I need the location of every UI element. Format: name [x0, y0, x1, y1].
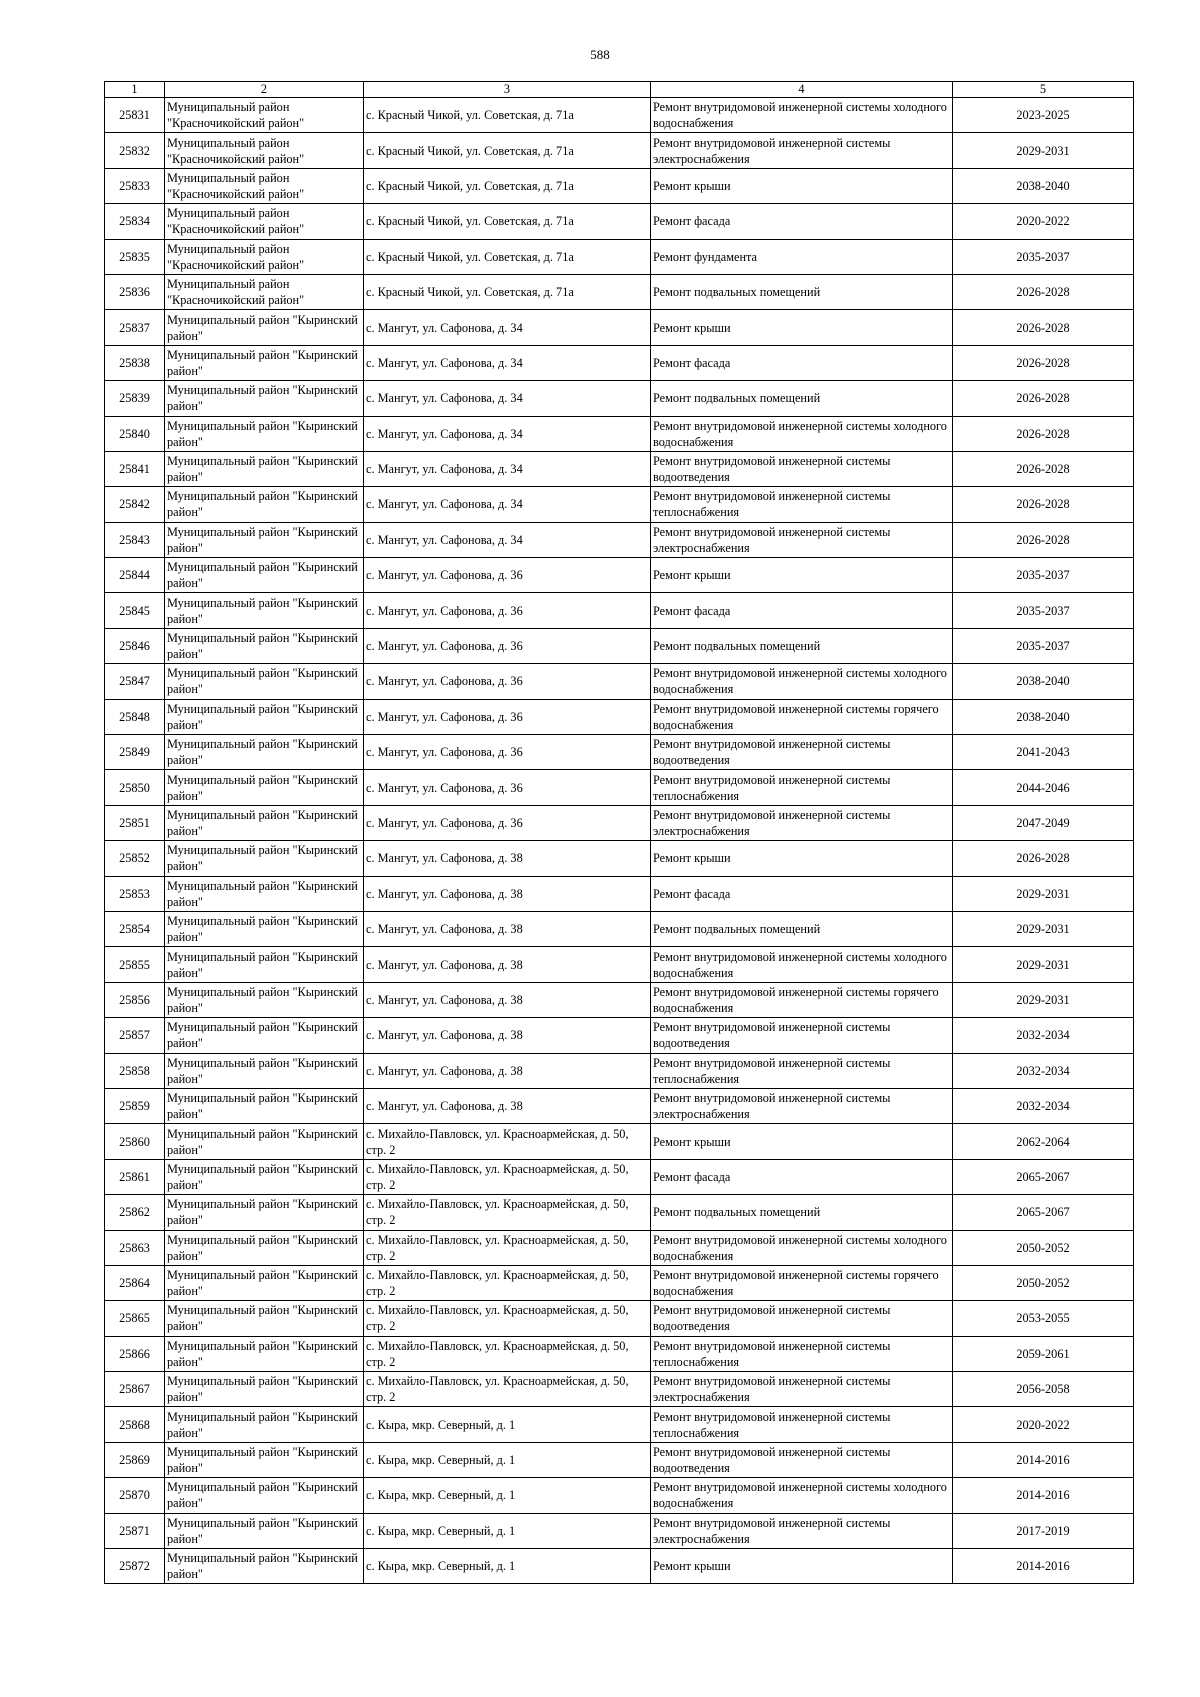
- district-cell: Муниципальный район "Кыринский район": [165, 310, 364, 345]
- period-cell: 2035-2037: [953, 593, 1134, 628]
- page-number: 588: [590, 47, 610, 62]
- table-row: [105, 1336, 1134, 1371]
- row-number-cell: 25864: [105, 1265, 165, 1300]
- work-type-cell: Ремонт внутридомовой инженерной системы горячего водоснабжения: [651, 699, 953, 734]
- table-row: [105, 1442, 1134, 1477]
- address-cell: с. Михайло-Павловск, ул. Красноармейская, д. 50, стр. 2: [364, 1230, 651, 1265]
- table-row: [105, 1513, 1134, 1548]
- row-number-cell: 25836: [105, 274, 165, 309]
- row-number-cell: 25848: [105, 699, 165, 734]
- district-cell: Муниципальный район "Кыринский район": [165, 628, 364, 663]
- district-cell: Муниципальный район "Кыринский район": [165, 558, 364, 593]
- address-cell: с. Мангут, ул. Сафонова, д. 36: [364, 593, 651, 628]
- period-cell: 2035-2037: [953, 558, 1134, 593]
- address-cell: с. Мангут, ул. Сафонова, д. 36: [364, 805, 651, 840]
- district-cell: Муниципальный район "Красночикойский район": [165, 133, 364, 168]
- work-type-cell: Ремонт внутридомовой инженерной системы электроснабжения: [651, 1372, 953, 1407]
- row-number-cell: 25869: [105, 1442, 165, 1477]
- district-cell: Муниципальный район "Кыринский район": [165, 487, 364, 522]
- work-type-cell: Ремонт внутридомовой инженерной системы водоотведения: [651, 1301, 953, 1336]
- address-cell: с. Михайло-Павловск, ул. Красноармейская, д. 50, стр. 2: [364, 1265, 651, 1300]
- row-number-cell: 25868: [105, 1407, 165, 1442]
- period-cell: 2026-2028: [953, 841, 1134, 876]
- period-cell: 2050-2052: [953, 1230, 1134, 1265]
- period-cell: 2032-2034: [953, 1018, 1134, 1053]
- district-cell: Муниципальный район "Кыринский район": [165, 770, 364, 805]
- work-type-cell: Ремонт внутридомовой инженерной системы холодного водоснабжения: [651, 98, 953, 133]
- table-row: [105, 876, 1134, 911]
- work-type-cell: Ремонт внутридомовой инженерной системы холодного водоснабжения: [651, 947, 953, 982]
- column-header-2: 2: [165, 82, 364, 98]
- work-type-cell: Ремонт внутридомовой инженерной системы теплоснабжения: [651, 487, 953, 522]
- row-number-cell: 25850: [105, 770, 165, 805]
- address-cell: с. Кыра, мкр. Северный, д. 1: [364, 1442, 651, 1477]
- row-number-cell: 25852: [105, 841, 165, 876]
- table-row: [105, 310, 1134, 345]
- table-row: [105, 1053, 1134, 1088]
- row-number-cell: 25849: [105, 735, 165, 770]
- work-type-cell: Ремонт внутридомовой инженерной системы электроснабжения: [651, 1088, 953, 1123]
- address-cell: с. Кыра, мкр. Северный, д. 1: [364, 1513, 651, 1548]
- period-cell: 2065-2067: [953, 1159, 1134, 1194]
- period-cell: 2038-2040: [953, 699, 1134, 734]
- district-cell: Муниципальный район "Кыринский район": [165, 416, 364, 451]
- address-cell: с. Красный Чикой, ул. Советская, д. 71а: [364, 204, 651, 239]
- column-header-3: 3: [364, 82, 651, 98]
- column-header-5: 5: [953, 82, 1134, 98]
- address-cell: с. Мангут, ул. Сафонова, д. 34: [364, 345, 651, 380]
- work-type-cell: Ремонт внутридомовой инженерной системы водоотведения: [651, 1018, 953, 1053]
- row-number-cell: 25837: [105, 310, 165, 345]
- district-cell: Муниципальный район "Кыринский район": [165, 982, 364, 1017]
- table-row: [105, 98, 1134, 133]
- address-cell: с. Мангут, ул. Сафонова, д. 36: [364, 664, 651, 699]
- row-number-cell: 25870: [105, 1478, 165, 1513]
- district-cell: Муниципальный район "Красночикойский район": [165, 274, 364, 309]
- period-cell: 2059-2061: [953, 1336, 1134, 1371]
- work-type-cell: Ремонт внутридомовой инженерной системы холодного водоснабжения: [651, 1478, 953, 1513]
- address-cell: с. Михайло-Павловск, ул. Красноармейская, д. 50, стр. 2: [364, 1195, 651, 1230]
- row-number-cell: 25844: [105, 558, 165, 593]
- period-cell: 2065-2067: [953, 1195, 1134, 1230]
- work-type-cell: Ремонт фундамента: [651, 239, 953, 274]
- address-cell: с. Мангут, ул. Сафонова, д. 34: [364, 310, 651, 345]
- period-cell: 2026-2028: [953, 274, 1134, 309]
- table-row: [105, 1407, 1134, 1442]
- district-cell: Муниципальный район "Кыринский район": [165, 841, 364, 876]
- address-cell: с. Михайло-Павловск, ул. Красноармейская, д. 50, стр. 2: [364, 1372, 651, 1407]
- row-number-cell: 25867: [105, 1372, 165, 1407]
- row-number-cell: 25860: [105, 1124, 165, 1159]
- table-row: [105, 841, 1134, 876]
- row-number-cell: 25859: [105, 1088, 165, 1123]
- work-type-cell: Ремонт подвальных помещений: [651, 911, 953, 946]
- table-header-row: [105, 82, 1134, 98]
- work-type-cell: Ремонт внутридомовой инженерной системы теплоснабжения: [651, 1336, 953, 1371]
- repair-schedule-table: [104, 81, 1134, 1584]
- address-cell: с. Михайло-Павловск, ул. Красноармейская, д. 50, стр. 2: [364, 1124, 651, 1159]
- address-cell: с. Мангут, ул. Сафонова, д. 34: [364, 381, 651, 416]
- row-number-cell: 25863: [105, 1230, 165, 1265]
- address-cell: с. Красный Чикой, ул. Советская, д. 71а: [364, 239, 651, 274]
- work-type-cell: Ремонт подвальных помещений: [651, 274, 953, 309]
- address-cell: с. Мангут, ул. Сафонова, д. 38: [364, 876, 651, 911]
- work-type-cell: Ремонт внутридомовой инженерной системы горячего водоснабжения: [651, 1265, 953, 1300]
- period-cell: 2023-2025: [953, 98, 1134, 133]
- row-number-cell: 25851: [105, 805, 165, 840]
- row-number-cell: 25833: [105, 168, 165, 203]
- period-cell: 2026-2028: [953, 381, 1134, 416]
- row-number-cell: 25843: [105, 522, 165, 557]
- period-cell: 2038-2040: [953, 168, 1134, 203]
- address-cell: с. Михайло-Павловск, ул. Красноармейская, д. 50, стр. 2: [364, 1159, 651, 1194]
- address-cell: с. Мангут, ул. Сафонова, д. 38: [364, 911, 651, 946]
- work-type-cell: Ремонт внутридомовой инженерной системы горячего водоснабжения: [651, 982, 953, 1017]
- row-number-cell: 25838: [105, 345, 165, 380]
- table-row: [105, 593, 1134, 628]
- address-cell: с. Кыра, мкр. Северный, д. 1: [364, 1478, 651, 1513]
- table-row: [105, 1478, 1134, 1513]
- address-cell: с. Михайло-Павловск, ул. Красноармейская, д. 50, стр. 2: [364, 1301, 651, 1336]
- table-row: [105, 1018, 1134, 1053]
- district-cell: Муниципальный район "Кыринский район": [165, 1478, 364, 1513]
- table-body: [105, 98, 1134, 1584]
- period-cell: 2020-2022: [953, 1407, 1134, 1442]
- work-type-cell: Ремонт внутридомовой инженерной системы водоотведения: [651, 451, 953, 486]
- table-row: [105, 204, 1134, 239]
- row-number-cell: 25861: [105, 1159, 165, 1194]
- address-cell: с. Мангут, ул. Сафонова, д. 36: [364, 558, 651, 593]
- row-number-cell: 25872: [105, 1549, 165, 1584]
- row-number-cell: 25841: [105, 451, 165, 486]
- row-number-cell: 25855: [105, 947, 165, 982]
- district-cell: Муниципальный район "Кыринский район": [165, 947, 364, 982]
- row-number-cell: 25846: [105, 628, 165, 663]
- work-type-cell: Ремонт фасада: [651, 593, 953, 628]
- district-cell: Муниципальный район "Кыринский район": [165, 1301, 364, 1336]
- row-number-cell: 25862: [105, 1195, 165, 1230]
- address-cell: с. Мангут, ул. Сафонова, д. 36: [364, 699, 651, 734]
- district-cell: Муниципальный район "Кыринский район": [165, 345, 364, 380]
- row-number-cell: 25840: [105, 416, 165, 451]
- period-cell: 2044-2046: [953, 770, 1134, 805]
- table-row: [105, 416, 1134, 451]
- address-cell: с. Мангут, ул. Сафонова, д. 38: [364, 982, 651, 1017]
- work-type-cell: Ремонт внутридомовой инженерной системы холодного водоснабжения: [651, 664, 953, 699]
- period-cell: 2029-2031: [953, 133, 1134, 168]
- table-row: [105, 911, 1134, 946]
- district-cell: Муниципальный район "Красночикойский район": [165, 98, 364, 133]
- district-cell: Муниципальный район "Кыринский район": [165, 593, 364, 628]
- table-row: [105, 1088, 1134, 1123]
- address-cell: с. Кыра, мкр. Северный, д. 1: [364, 1549, 651, 1584]
- row-number-cell: 25865: [105, 1301, 165, 1336]
- period-cell: 2050-2052: [953, 1265, 1134, 1300]
- table-row: [105, 1265, 1134, 1300]
- address-cell: с. Мангут, ул. Сафонова, д. 38: [364, 1053, 651, 1088]
- district-cell: Муниципальный район "Кыринский район": [165, 1230, 364, 1265]
- work-type-cell: Ремонт внутридомовой инженерной системы электроснабжения: [651, 1513, 953, 1548]
- table-row: [105, 558, 1134, 593]
- period-cell: 2029-2031: [953, 876, 1134, 911]
- period-cell: 2026-2028: [953, 345, 1134, 380]
- table-row: [105, 1549, 1134, 1584]
- district-cell: Муниципальный район "Кыринский район": [165, 664, 364, 699]
- table-row: [105, 381, 1134, 416]
- period-cell: 2017-2019: [953, 1513, 1134, 1548]
- district-cell: Муниципальный район "Кыринский район": [165, 1159, 364, 1194]
- district-cell: Муниципальный район "Кыринский район": [165, 1124, 364, 1159]
- address-cell: с. Мангут, ул. Сафонова, д. 38: [364, 1088, 651, 1123]
- table-row: [105, 1301, 1134, 1336]
- work-type-cell: Ремонт внутридомовой инженерной системы теплоснабжения: [651, 770, 953, 805]
- period-cell: 2026-2028: [953, 522, 1134, 557]
- address-cell: с. Михайло-Павловск, ул. Красноармейская, д. 50, стр. 2: [364, 1336, 651, 1371]
- district-cell: Муниципальный район "Кыринский район": [165, 805, 364, 840]
- table-row: [105, 735, 1134, 770]
- address-cell: с. Мангут, ул. Сафонова, д. 38: [364, 1018, 651, 1053]
- district-cell: Муниципальный район "Кыринский район": [165, 1265, 364, 1300]
- district-cell: Муниципальный район "Кыринский район": [165, 1407, 364, 1442]
- table-row: [105, 664, 1134, 699]
- table-row: [105, 1230, 1134, 1265]
- period-cell: 2032-2034: [953, 1088, 1134, 1123]
- address-cell: с. Мангут, ул. Сафонова, д. 36: [364, 770, 651, 805]
- district-cell: Муниципальный район "Кыринский район": [165, 1088, 364, 1123]
- table-row: [105, 487, 1134, 522]
- work-type-cell: Ремонт подвальных помещений: [651, 1195, 953, 1230]
- period-cell: 2029-2031: [953, 947, 1134, 982]
- address-cell: с. Красный Чикой, ул. Советская, д. 71а: [364, 274, 651, 309]
- row-number-cell: 25866: [105, 1336, 165, 1371]
- district-cell: Муниципальный район "Кыринский район": [165, 1018, 364, 1053]
- work-type-cell: Ремонт подвальных помещений: [651, 381, 953, 416]
- district-cell: Муниципальный район "Красночикойский район": [165, 168, 364, 203]
- period-cell: 2026-2028: [953, 416, 1134, 451]
- period-cell: 2026-2028: [953, 487, 1134, 522]
- district-cell: Муниципальный район "Кыринский район": [165, 381, 364, 416]
- row-number-cell: 25856: [105, 982, 165, 1017]
- district-cell: Муниципальный район "Кыринский район": [165, 1336, 364, 1371]
- district-cell: Муниципальный район "Кыринский район": [165, 735, 364, 770]
- table-row: [105, 239, 1134, 274]
- table-row: [105, 805, 1134, 840]
- work-type-cell: Ремонт внутридомовой инженерной системы холодного водоснабжения: [651, 416, 953, 451]
- table-row: [105, 168, 1134, 203]
- row-number-cell: 25871: [105, 1513, 165, 1548]
- period-cell: 2020-2022: [953, 204, 1134, 239]
- table-row: [105, 345, 1134, 380]
- row-number-cell: 25854: [105, 911, 165, 946]
- address-cell: с. Мангут, ул. Сафонова, д. 36: [364, 628, 651, 663]
- period-cell: 2029-2031: [953, 911, 1134, 946]
- period-cell: 2035-2037: [953, 239, 1134, 274]
- period-cell: 2026-2028: [953, 310, 1134, 345]
- address-cell: с. Мангут, ул. Сафонова, д. 34: [364, 522, 651, 557]
- row-number-cell: 25845: [105, 593, 165, 628]
- address-cell: с. Мангут, ул. Сафонова, д. 36: [364, 735, 651, 770]
- table-row: [105, 522, 1134, 557]
- row-number-cell: 25835: [105, 239, 165, 274]
- table-row: [105, 1124, 1134, 1159]
- work-type-cell: Ремонт крыши: [651, 168, 953, 203]
- table-row: [105, 274, 1134, 309]
- address-cell: с. Кыра, мкр. Северный, д. 1: [364, 1407, 651, 1442]
- table-row: [105, 451, 1134, 486]
- table-row: [105, 982, 1134, 1017]
- period-cell: 2032-2034: [953, 1053, 1134, 1088]
- district-cell: Муниципальный район "Кыринский район": [165, 522, 364, 557]
- period-cell: 2038-2040: [953, 664, 1134, 699]
- row-number-cell: 25832: [105, 133, 165, 168]
- district-cell: Муниципальный район "Кыринский район": [165, 1372, 364, 1407]
- row-number-cell: 25831: [105, 98, 165, 133]
- work-type-cell: Ремонт внутридомовой инженерной системы водоотведения: [651, 1442, 953, 1477]
- work-type-cell: Ремонт фасада: [651, 345, 953, 380]
- address-cell: с. Мангут, ул. Сафонова, д. 38: [364, 841, 651, 876]
- address-cell: с. Красный Чикой, ул. Советская, д. 71а: [364, 133, 651, 168]
- row-number-cell: 25834: [105, 204, 165, 239]
- work-type-cell: Ремонт фасада: [651, 204, 953, 239]
- work-type-cell: Ремонт крыши: [651, 1124, 953, 1159]
- district-cell: Муниципальный район "Кыринский район": [165, 1549, 364, 1584]
- work-type-cell: Ремонт внутридомовой инженерной системы холодного водоснабжения: [651, 1230, 953, 1265]
- row-number-cell: 25857: [105, 1018, 165, 1053]
- column-header-4: 4: [651, 82, 953, 98]
- table-row: [105, 133, 1134, 168]
- table-row: [105, 699, 1134, 734]
- period-cell: 2053-2055: [953, 1301, 1134, 1336]
- period-cell: 2062-2064: [953, 1124, 1134, 1159]
- district-cell: Муниципальный район "Кыринский район": [165, 1053, 364, 1088]
- row-number-cell: 25839: [105, 381, 165, 416]
- table-row: [105, 628, 1134, 663]
- period-cell: 2035-2037: [953, 628, 1134, 663]
- address-cell: с. Мангут, ул. Сафонова, д. 34: [364, 451, 651, 486]
- period-cell: 2014-2016: [953, 1442, 1134, 1477]
- period-cell: 2047-2049: [953, 805, 1134, 840]
- district-cell: Муниципальный район "Кыринский район": [165, 1442, 364, 1477]
- work-type-cell: Ремонт внутридомовой инженерной системы электроснабжения: [651, 133, 953, 168]
- table-row: [105, 1159, 1134, 1194]
- address-cell: с. Красный Чикой, ул. Советская, д. 71а: [364, 168, 651, 203]
- work-type-cell: Ремонт внутридомовой инженерной системы теплоснабжения: [651, 1407, 953, 1442]
- work-type-cell: Ремонт крыши: [651, 1549, 953, 1584]
- district-cell: Муниципальный район "Кыринский район": [165, 1195, 364, 1230]
- period-cell: 2029-2031: [953, 982, 1134, 1017]
- row-number-cell: 25847: [105, 664, 165, 699]
- district-cell: Муниципальный район "Кыринский район": [165, 699, 364, 734]
- period-cell: 2014-2016: [953, 1478, 1134, 1513]
- table-row: [105, 1372, 1134, 1407]
- address-cell: с. Мангут, ул. Сафонова, д. 34: [364, 416, 651, 451]
- district-cell: Муниципальный район "Кыринский район": [165, 451, 364, 486]
- column-header-1: 1: [105, 82, 165, 98]
- row-number-cell: 25858: [105, 1053, 165, 1088]
- district-cell: Муниципальный район "Кыринский район": [165, 911, 364, 946]
- table-row: [105, 947, 1134, 982]
- period-cell: 2056-2058: [953, 1372, 1134, 1407]
- address-cell: с. Мангут, ул. Сафонова, д. 38: [364, 947, 651, 982]
- district-cell: Муниципальный район "Кыринский район": [165, 876, 364, 911]
- work-type-cell: Ремонт крыши: [651, 310, 953, 345]
- work-type-cell: Ремонт крыши: [651, 841, 953, 876]
- work-type-cell: Ремонт подвальных помещений: [651, 628, 953, 663]
- row-number-cell: 25842: [105, 487, 165, 522]
- district-cell: Муниципальный район "Красночикойский район": [165, 239, 364, 274]
- row-number-cell: 25853: [105, 876, 165, 911]
- table-row: [105, 770, 1134, 805]
- address-cell: с. Мангут, ул. Сафонова, д. 34: [364, 487, 651, 522]
- district-cell: Муниципальный район "Красночикойский район": [165, 204, 364, 239]
- period-cell: 2041-2043: [953, 735, 1134, 770]
- district-cell: Муниципальный район "Кыринский район": [165, 1513, 364, 1548]
- period-cell: 2014-2016: [953, 1549, 1134, 1584]
- work-type-cell: Ремонт внутридомовой инженерной системы теплоснабжения: [651, 1053, 953, 1088]
- table-row: [105, 1195, 1134, 1230]
- work-type-cell: Ремонт фасада: [651, 876, 953, 911]
- work-type-cell: Ремонт внутридомовой инженерной системы электроснабжения: [651, 805, 953, 840]
- work-type-cell: Ремонт фасада: [651, 1159, 953, 1194]
- address-cell: с. Красный Чикой, ул. Советская, д. 71а: [364, 98, 651, 133]
- work-type-cell: Ремонт внутридомовой инженерной системы водоотведения: [651, 735, 953, 770]
- work-type-cell: Ремонт внутридомовой инженерной системы электроснабжения: [651, 522, 953, 557]
- period-cell: 2026-2028: [953, 451, 1134, 486]
- work-type-cell: Ремонт крыши: [651, 558, 953, 593]
